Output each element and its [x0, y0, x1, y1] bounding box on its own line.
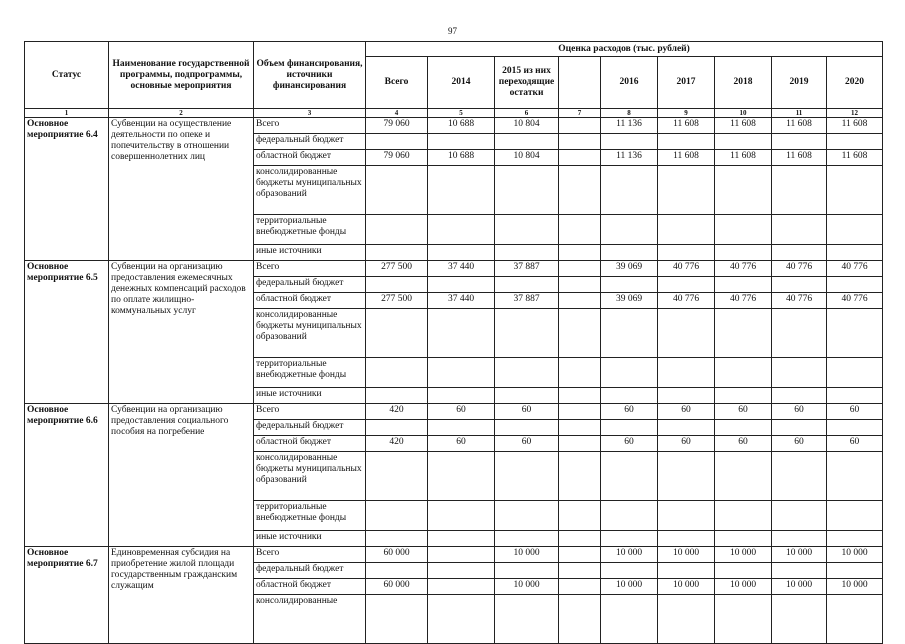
amount-cell: [559, 118, 601, 134]
funding-source: территориальные внебюджетные фонды: [254, 215, 366, 245]
amount-cell: 10 000: [772, 579, 827, 595]
amount-cell: [495, 595, 559, 644]
amount-cell: [428, 501, 495, 531]
amount-cell: [428, 309, 495, 358]
amount-cell: 40 776: [772, 261, 827, 277]
header-year-col: 2014: [428, 57, 495, 109]
activity-name: Единовременная субсидия на приобретение жилой площади государственным гражданским служащим: [109, 547, 254, 644]
amount-cell: [366, 277, 428, 293]
amount-cell: [428, 245, 495, 261]
table-row: [25, 118, 883, 134]
amount-cell: [559, 452, 601, 501]
amount-cell: 39 069: [601, 293, 658, 309]
amount-cell: 11 608: [827, 118, 883, 134]
table-row: [25, 547, 883, 563]
amount-cell: [366, 166, 428, 215]
funding-source: областной бюджет: [254, 579, 366, 595]
column-index: 6: [495, 109, 559, 118]
amount-cell: 60: [428, 436, 495, 452]
amount-cell: [559, 309, 601, 358]
amount-cell: [601, 358, 658, 388]
amount-cell: [495, 166, 559, 215]
amount-cell: [772, 166, 827, 215]
amount-cell: [715, 420, 772, 436]
column-index: 5: [428, 109, 495, 118]
header-year-col: 2020: [827, 57, 883, 109]
amount-cell: [366, 420, 428, 436]
funding-source: федеральный бюджет: [254, 134, 366, 150]
amount-cell: 60: [658, 436, 715, 452]
amount-cell: 10 000: [715, 547, 772, 563]
amount-cell: [601, 501, 658, 531]
amount-cell: [658, 277, 715, 293]
amount-cell: [827, 166, 883, 215]
activity-status: Основное мероприятие 6.5: [25, 261, 109, 404]
header-year-col: 2017: [658, 57, 715, 109]
activity-status: Основное мероприятие 6.7: [25, 547, 109, 644]
amount-cell: [715, 595, 772, 644]
funding-source: Всего: [254, 261, 366, 277]
amount-cell: 11 608: [715, 150, 772, 166]
amount-cell: [601, 388, 658, 404]
amount-cell: [601, 166, 658, 215]
budget-table: [24, 41, 883, 644]
amount-cell: [559, 150, 601, 166]
funding-source: консолидированные: [254, 595, 366, 644]
funding-source: консолидированные бюджеты муниципальных образований: [254, 166, 366, 215]
table-row: [25, 261, 883, 277]
amount-cell: 60: [772, 436, 827, 452]
amount-cell: [428, 358, 495, 388]
column-index: 9: [658, 109, 715, 118]
amount-cell: [601, 531, 658, 547]
amount-cell: 37 440: [428, 293, 495, 309]
funding-source: территориальные внебюджетные фонды: [254, 501, 366, 531]
amount-cell: 10 000: [601, 547, 658, 563]
amount-cell: [772, 531, 827, 547]
amount-cell: 60: [601, 436, 658, 452]
amount-cell: [559, 388, 601, 404]
amount-cell: [601, 309, 658, 358]
amount-cell: [559, 215, 601, 245]
amount-cell: [366, 563, 428, 579]
header-estimate: Оценка расходов (тыс. рублей): [366, 42, 883, 57]
amount-cell: [772, 358, 827, 388]
amount-cell: [495, 452, 559, 501]
amount-cell: 420: [366, 436, 428, 452]
amount-cell: 10 000: [658, 547, 715, 563]
amount-cell: [601, 277, 658, 293]
activity-name: Субвенции на организацию предоставления ежемесячных денежных компенсаций расходов по оплате жилищно-коммунальных услуг: [109, 261, 254, 404]
amount-cell: [428, 547, 495, 563]
column-index: 2: [109, 109, 254, 118]
amount-cell: [658, 309, 715, 358]
amount-cell: [428, 215, 495, 245]
amount-cell: 39 069: [601, 261, 658, 277]
amount-cell: [559, 531, 601, 547]
activity-status: Основное мероприятие 6.6: [25, 404, 109, 547]
header-year-col: 2015 из них переходящие остатки: [495, 57, 559, 109]
amount-cell: [772, 595, 827, 644]
table-row: [25, 404, 883, 420]
amount-cell: [827, 134, 883, 150]
amount-cell: 40 776: [827, 261, 883, 277]
amount-cell: 60: [658, 404, 715, 420]
column-index: 12: [827, 109, 883, 118]
amount-cell: [827, 309, 883, 358]
amount-cell: 37 887: [495, 293, 559, 309]
amount-cell: [428, 531, 495, 547]
amount-cell: [366, 501, 428, 531]
column-index: 10: [715, 109, 772, 118]
amount-cell: 10 000: [601, 579, 658, 595]
amount-cell: [559, 547, 601, 563]
amount-cell: [772, 215, 827, 245]
amount-cell: [559, 166, 601, 215]
header-status: Статус: [25, 42, 109, 109]
amount-cell: [658, 388, 715, 404]
amount-cell: [715, 388, 772, 404]
amount-cell: [601, 134, 658, 150]
amount-cell: [559, 436, 601, 452]
amount-cell: [495, 563, 559, 579]
amount-cell: 10 000: [658, 579, 715, 595]
funding-source: территориальные внебюджетные фонды: [254, 358, 366, 388]
amount-cell: [827, 358, 883, 388]
amount-cell: [658, 501, 715, 531]
amount-cell: [601, 215, 658, 245]
amount-cell: [658, 134, 715, 150]
amount-cell: 60: [428, 404, 495, 420]
amount-cell: [559, 420, 601, 436]
amount-cell: [827, 277, 883, 293]
amount-cell: [495, 501, 559, 531]
amount-cell: [772, 501, 827, 531]
amount-cell: [559, 134, 601, 150]
amount-cell: 11 608: [658, 150, 715, 166]
amount-cell: 10 804: [495, 150, 559, 166]
amount-cell: [772, 388, 827, 404]
funding-source: федеральный бюджет: [254, 420, 366, 436]
header-year-col: [559, 57, 601, 109]
funding-source: федеральный бюджет: [254, 277, 366, 293]
amount-cell: 40 776: [772, 293, 827, 309]
amount-cell: 60 000: [366, 579, 428, 595]
amount-cell: 79 060: [366, 118, 428, 134]
amount-cell: [715, 215, 772, 245]
amount-cell: [827, 215, 883, 245]
amount-cell: 79 060: [366, 150, 428, 166]
amount-cell: [658, 420, 715, 436]
header-year-col: 2016: [601, 57, 658, 109]
amount-cell: [827, 245, 883, 261]
amount-cell: 11 608: [772, 150, 827, 166]
amount-cell: [366, 531, 428, 547]
column-index: 8: [601, 109, 658, 118]
header-year-col: 2018: [715, 57, 772, 109]
amount-cell: [658, 245, 715, 261]
amount-cell: 11 608: [772, 118, 827, 134]
amount-cell: 60 000: [366, 547, 428, 563]
funding-source: областной бюджет: [254, 150, 366, 166]
amount-cell: 10 688: [428, 150, 495, 166]
amount-cell: [658, 166, 715, 215]
amount-cell: 10 000: [827, 579, 883, 595]
amount-cell: 60: [495, 404, 559, 420]
activity-status: Основное мероприятие 6.4: [25, 118, 109, 261]
amount-cell: [559, 595, 601, 644]
amount-cell: [715, 277, 772, 293]
amount-cell: [601, 563, 658, 579]
amount-cell: [559, 261, 601, 277]
amount-cell: 37 440: [428, 261, 495, 277]
activity-name: Субвенции на осуществление деятельности по опеке и попечительству в отношении совершеннолетних лиц: [109, 118, 254, 261]
amount-cell: 60: [827, 436, 883, 452]
amount-cell: [495, 309, 559, 358]
amount-cell: [495, 245, 559, 261]
amount-cell: 40 776: [658, 261, 715, 277]
amount-cell: [658, 563, 715, 579]
amount-cell: [772, 309, 827, 358]
amount-cell: [715, 501, 772, 531]
amount-cell: [495, 388, 559, 404]
amount-cell: 11 608: [658, 118, 715, 134]
amount-cell: [772, 245, 827, 261]
column-index: 11: [772, 109, 827, 118]
amount-cell: [601, 452, 658, 501]
amount-cell: [495, 277, 559, 293]
amount-cell: [366, 309, 428, 358]
amount-cell: 10 000: [772, 547, 827, 563]
amount-cell: [827, 420, 883, 436]
amount-cell: 277 500: [366, 261, 428, 277]
amount-cell: [715, 358, 772, 388]
amount-cell: 11 608: [715, 118, 772, 134]
amount-cell: [601, 245, 658, 261]
column-index: 7: [559, 109, 601, 118]
amount-cell: [559, 501, 601, 531]
header-year-col: 2019: [772, 57, 827, 109]
amount-cell: 37 887: [495, 261, 559, 277]
amount-cell: [715, 245, 772, 261]
funding-source: Всего: [254, 404, 366, 420]
amount-cell: [495, 531, 559, 547]
funding-source: федеральный бюджет: [254, 563, 366, 579]
amount-cell: [601, 420, 658, 436]
amount-cell: 10 000: [495, 579, 559, 595]
amount-cell: 40 776: [715, 293, 772, 309]
amount-cell: [772, 563, 827, 579]
amount-cell: [428, 563, 495, 579]
amount-cell: 40 776: [658, 293, 715, 309]
header-year-col: Всего: [366, 57, 428, 109]
amount-cell: [559, 277, 601, 293]
page-number: 97: [448, 26, 457, 36]
funding-source: иные источники: [254, 245, 366, 261]
amount-cell: [827, 501, 883, 531]
amount-cell: [366, 595, 428, 644]
amount-cell: [827, 452, 883, 501]
amount-cell: [559, 245, 601, 261]
amount-cell: [366, 358, 428, 388]
amount-cell: [366, 388, 428, 404]
amount-cell: [366, 215, 428, 245]
amount-cell: [559, 293, 601, 309]
amount-cell: 10 000: [827, 547, 883, 563]
amount-cell: 60: [601, 404, 658, 420]
amount-cell: [495, 358, 559, 388]
amount-cell: [428, 452, 495, 501]
amount-cell: 60: [827, 404, 883, 420]
amount-cell: [658, 595, 715, 644]
amount-cell: [658, 215, 715, 245]
amount-cell: 277 500: [366, 293, 428, 309]
amount-cell: [428, 595, 495, 644]
amount-cell: [827, 531, 883, 547]
amount-cell: 10 000: [495, 547, 559, 563]
amount-cell: [428, 166, 495, 215]
amount-cell: [428, 277, 495, 293]
column-index: 3: [254, 109, 366, 118]
amount-cell: [601, 595, 658, 644]
amount-cell: [772, 277, 827, 293]
amount-cell: [559, 358, 601, 388]
amount-cell: 60: [715, 436, 772, 452]
amount-cell: [366, 245, 428, 261]
amount-cell: [772, 134, 827, 150]
amount-cell: 40 776: [715, 261, 772, 277]
amount-cell: [827, 388, 883, 404]
amount-cell: [366, 134, 428, 150]
amount-cell: [428, 388, 495, 404]
amount-cell: [495, 215, 559, 245]
funding-source: иные источники: [254, 531, 366, 547]
amount-cell: [715, 134, 772, 150]
amount-cell: [772, 420, 827, 436]
funding-source: областной бюджет: [254, 436, 366, 452]
amount-cell: [658, 358, 715, 388]
amount-cell: 420: [366, 404, 428, 420]
amount-cell: [428, 134, 495, 150]
funding-source: иные источники: [254, 388, 366, 404]
amount-cell: 11 136: [601, 118, 658, 134]
amount-cell: 10 804: [495, 118, 559, 134]
amount-cell: [772, 452, 827, 501]
amount-cell: 40 776: [827, 293, 883, 309]
amount-cell: [715, 452, 772, 501]
amount-cell: [827, 595, 883, 644]
amount-cell: [559, 404, 601, 420]
amount-cell: [366, 452, 428, 501]
amount-cell: 10 688: [428, 118, 495, 134]
amount-cell: [715, 166, 772, 215]
amount-cell: [495, 134, 559, 150]
amount-cell: 60: [772, 404, 827, 420]
amount-cell: [495, 420, 559, 436]
column-index: 1: [25, 109, 109, 118]
amount-cell: [559, 563, 601, 579]
amount-cell: [559, 579, 601, 595]
funding-source: Всего: [254, 547, 366, 563]
amount-cell: 60: [715, 404, 772, 420]
header-name: Наименование государственной программы, подпрограммы, основные мероприятия: [109, 42, 254, 109]
activity-name: Субвенции на организацию предоставления социального пособия на погребение: [109, 404, 254, 547]
amount-cell: [428, 579, 495, 595]
funding-source: Всего: [254, 118, 366, 134]
funding-source: консолидированные бюджеты муниципальных образований: [254, 452, 366, 501]
amount-cell: 11 608: [827, 150, 883, 166]
amount-cell: [827, 563, 883, 579]
amount-cell: [428, 420, 495, 436]
amount-cell: 11 136: [601, 150, 658, 166]
amount-cell: [715, 531, 772, 547]
amount-cell: [715, 309, 772, 358]
header-volume: Объем финансирования, источники финансирования: [254, 42, 366, 109]
column-index: 4: [366, 109, 428, 118]
amount-cell: [715, 563, 772, 579]
funding-source: областной бюджет: [254, 293, 366, 309]
amount-cell: 10 000: [715, 579, 772, 595]
amount-cell: [658, 531, 715, 547]
amount-cell: [658, 452, 715, 501]
funding-source: консолидированные бюджеты муниципальных образований: [254, 309, 366, 358]
amount-cell: 60: [495, 436, 559, 452]
